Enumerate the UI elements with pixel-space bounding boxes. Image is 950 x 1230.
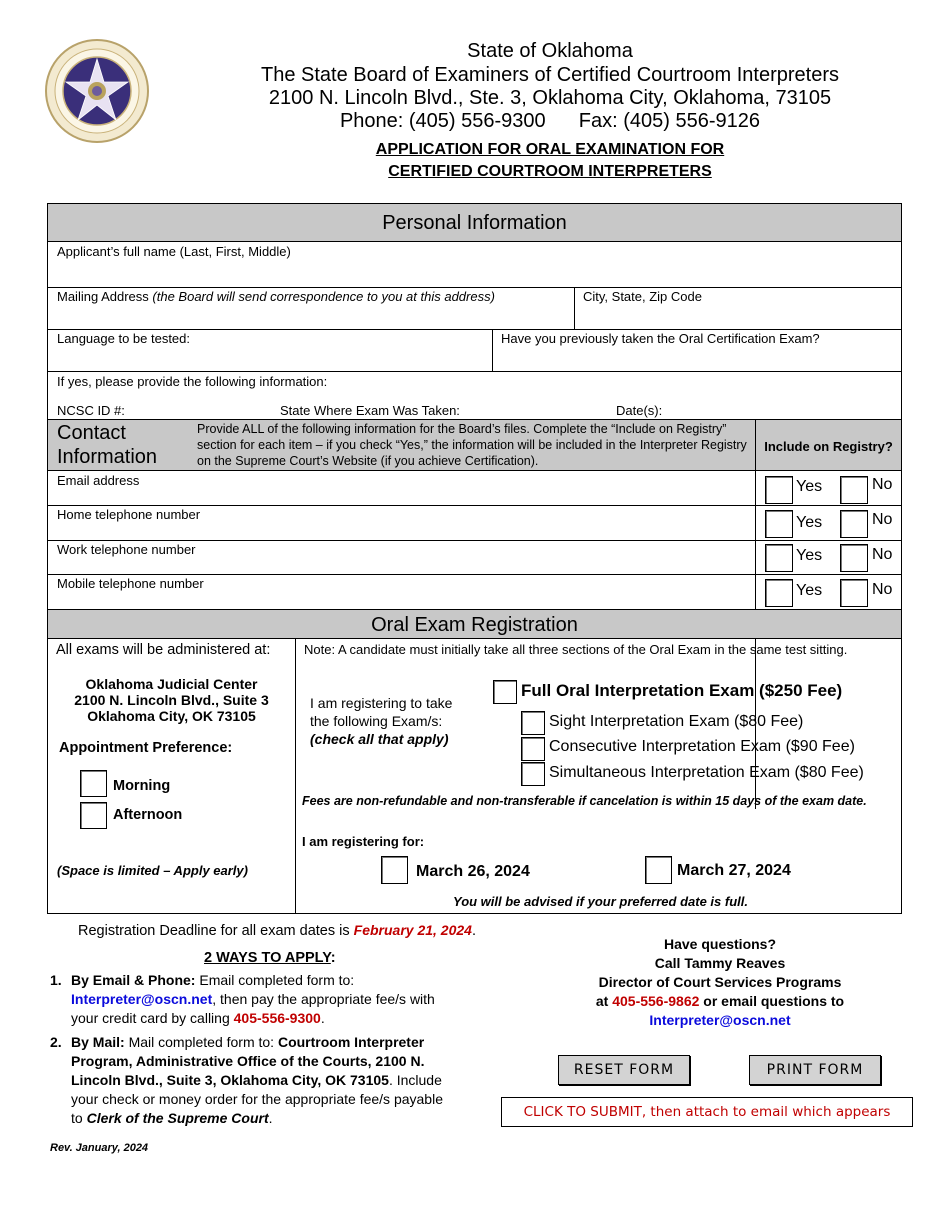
mailing-address-field[interactable] [48, 306, 573, 329]
revision-date: Rev. January, 2024 [50, 1142, 149, 1154]
registry-heading: Include on Registry? [764, 439, 893, 454]
home-phone-field[interactable] [48, 524, 754, 540]
home-phone-yes-label: Yes [796, 514, 823, 531]
mailing-address-label: Mailing Address (the Board will send correspondence to you at this address) [57, 289, 495, 304]
work-phone-registry-no-checkbox[interactable] [840, 544, 868, 572]
exam-registration-heading: Oral Exam Registration [48, 610, 901, 639]
fax-label: Fax: [578, 110, 618, 132]
email-registry-yes-checkbox[interactable] [765, 476, 793, 504]
work-phone-label: Work telephone number [57, 542, 196, 557]
phone-number: (405) 556-9300 [408, 110, 546, 132]
dates-label: Date(s): [616, 403, 663, 418]
form-title-line1: APPLICATION FOR ORAL EXAMINATION FOR [375, 141, 725, 158]
board-address: 2100 N. Lincoln Blvd., Ste. 3, Oklahoma City, Oklahoma, 73105 [268, 87, 832, 109]
form-table [47, 203, 902, 914]
language-label: Language to be tested: [57, 331, 191, 346]
work-phone-no-label: No [872, 546, 893, 563]
apply-option-email: 1. By Email & Phone: Email completed form to: Interpreter@oscn.net, then pay the appropriate fee/s with your credit card by calling 405-556-9300. [50, 972, 435, 1026]
afternoon-label: Afternoon [113, 807, 183, 823]
state-taken-label: State Where Exam Was Taken: [280, 403, 460, 418]
registering-exam-label: I am registering to take the following Exam/s: (check all that apply) [310, 695, 453, 747]
mobile-phone-registry-no-checkbox[interactable] [840, 579, 868, 607]
print-form-button[interactable]: PRINT FORM [749, 1055, 881, 1085]
phone-fax-line [190, 110, 910, 133]
morning-checkbox[interactable] [80, 770, 107, 797]
mobile-phone-no-label: No [872, 581, 893, 598]
work-phone-registry-yes-checkbox[interactable] [765, 544, 793, 572]
morning-label: Morning [113, 778, 171, 794]
home-phone-registry-yes-checkbox[interactable] [765, 510, 793, 538]
full-oral-exam-label: Full Oral Interpretation Exam ($250 Fee) [521, 681, 843, 700]
email-registry-no-checkbox[interactable] [840, 476, 868, 504]
mobile-phone-yes-label: Yes [796, 582, 823, 599]
board-name: The State Board of Examiners of Certified Courtroom Interpreters [260, 64, 840, 86]
exam-location: Oklahoma Judicial Center 2100 N. Lincoln Blvd., Suite 3 Oklahoma City, OK 73105 [74, 676, 269, 724]
submit-button[interactable]: CLICK TO SUBMIT, then attach to email which appears [501, 1097, 913, 1127]
appointment-preference-label: Appointment Preference: [59, 740, 233, 756]
afternoon-checkbox[interactable] [80, 802, 107, 829]
home-phone-label: Home telephone number [57, 507, 201, 522]
simultaneous-exam-checkbox[interactable] [521, 762, 545, 786]
contact-heading: Contact Information [57, 422, 158, 468]
consecutive-exam-label: Consecutive Interpretation Exam ($90 Fee) [549, 738, 855, 755]
apply-phone-number: 405-556-9300 [233, 1010, 321, 1026]
deadline-date: February 21, 2024 [353, 922, 472, 938]
previous-exam-field[interactable] [493, 348, 901, 371]
city-state-zip-field[interactable] [575, 306, 901, 329]
advised-note: You will be advised if your preferred date is full. [453, 894, 748, 909]
date2-label: March 27, 2024 [677, 862, 791, 879]
contact-instructions: Provide ALL of the following information for the Board’s files. Complete the “Include on Registry” section for each item – if you check “Yes,” the information will be included in the Interpreter Registry on the Supreme Court’s Website (if you achieve Certification). [197, 422, 747, 468]
language-field[interactable] [48, 348, 491, 371]
date1-checkbox[interactable] [381, 856, 408, 884]
state-seal [44, 38, 150, 144]
questions-phone: 405-556-9862 [612, 993, 700, 1009]
phone-label: Phone: [339, 110, 404, 132]
date1-label: March 26, 2024 [416, 863, 530, 880]
email-label: Email address [57, 473, 140, 488]
fees-note: Fees are non-refundable and non-transferable if cancelation is within 15 days of the exam date. [302, 794, 867, 808]
consecutive-exam-checkbox[interactable] [521, 737, 545, 761]
if-yes-label: If yes, please provide the following information: [57, 374, 328, 389]
ncsc-id-label: NCSC ID #: [57, 403, 125, 418]
personal-info-heading: Personal Information [48, 204, 901, 242]
space-limited-note: (Space is limited – Apply early) [57, 863, 248, 878]
apply-email-link[interactable]: Interpreter@oscn.net [71, 991, 213, 1007]
registration-deadline: Registration Deadline for all exam dates is February 21, 2024. [78, 922, 476, 939]
mobile-phone-registry-yes-checkbox[interactable] [765, 579, 793, 607]
sight-exam-label: Sight Interpretation Exam ($80 Fee) [549, 713, 804, 730]
home-phone-no-label: No [872, 511, 893, 528]
mobile-phone-field[interactable] [48, 593, 754, 609]
questions-block: Have questions? Call Tammy Reaves Director of Court Services Programs at 405-556-9862 or email questions to Interpreter@oscn.net [520, 935, 920, 1030]
state-name: State of Oklahoma [467, 40, 633, 62]
full-name-field[interactable] [48, 262, 901, 287]
full-oral-exam-checkbox[interactable] [493, 680, 517, 704]
registering-for-label: I am registering for: [302, 834, 425, 849]
reset-form-button[interactable]: RESET FORM [558, 1055, 690, 1085]
ways-to-apply-heading: 2 WAYS TO APPLY: [204, 950, 336, 966]
email-field[interactable] [48, 489, 754, 505]
email-no-label: No [872, 476, 893, 493]
form-title-line2: CERTIFIED COURTROOM INTERPRETERS [388, 163, 712, 180]
email-yes-label: Yes [796, 478, 823, 495]
three-sections-note: Note: A candidate must initially take all three sections of the Oral Exam in the same test sitting. [304, 642, 848, 657]
work-phone-yes-label: Yes [796, 547, 823, 564]
previous-exam-label: Have you previously taken the Oral Certification Exam? [501, 331, 820, 346]
home-phone-registry-no-checkbox[interactable] [840, 510, 868, 538]
questions-email-link[interactable]: Interpreter@oscn.net [649, 1012, 791, 1028]
fax-number: (405) 556-9126 [623, 110, 761, 132]
sight-exam-checkbox[interactable] [521, 711, 545, 735]
simultaneous-exam-label: Simultaneous Interpretation Exam ($80 Fee) [549, 764, 864, 781]
apply-option-mail: 2. By Mail: Mail completed form to: Courtroom Interpreter Program, Administrative Office of the Courts, 2100 N. Lincoln Blvd., Suite 3, Oklahoma City, OK 73105. Include your check or money order for the appropriate fee/s payable to Clerk of the Supreme Court. [50, 1034, 443, 1126]
work-phone-field[interactable] [48, 558, 754, 574]
full-name-label: Applicant’s full name (Last, First, Middle) [57, 244, 291, 259]
mobile-phone-label: Mobile telephone number [57, 576, 204, 591]
date2-checkbox[interactable] [645, 856, 672, 884]
city-state-zip-label: City, State, Zip Code [583, 289, 702, 304]
administered-at-label: All exams will be administered at: [56, 642, 271, 658]
